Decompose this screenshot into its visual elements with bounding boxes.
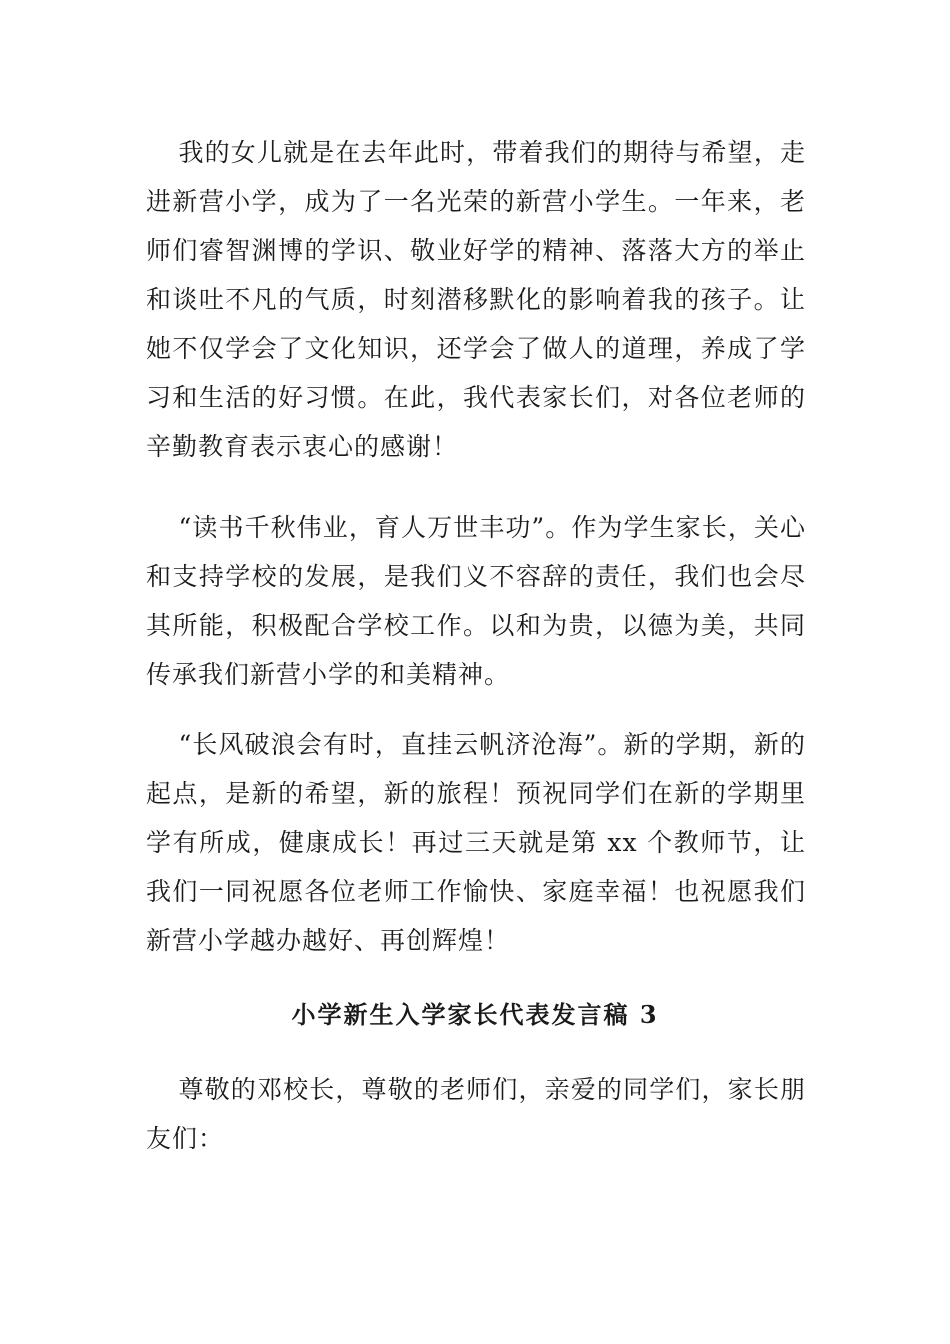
section-heading: 小学新生入学家长代表发言稿 3 — [291, 1000, 659, 1029]
body-paragraph: “读书千秋伟业，育人万世丰功”。作为学生家长，关心和支持学校的发展，是我们义不容辞的责任，我们也会尽其所能，积极配合学校工作。以和为贵，以德为美，共同传承我们新营小学的和美精神。 — [146, 513, 806, 689]
body-paragraph: 我的女儿就是在去年此时，带着我们的期待与希望，走进新营小学，成为了一名光荣的新营小学生。一年来，老师们睿智渊博的学识、敬业好学的精神、落落大方的举止和谈吐不凡的气质，时刻潜移默化的影响着我的孩子。让她不仅学会了文化知识，还学会了做人的道理，养成了学习和生活的好习惯。在此，我代表家长们，对各位老师的辛勤教育表示衷心的感谢！ — [146, 138, 806, 461]
body-paragraph: “长风破浪会有时，直挂云帆济沧海”。新的学期，新的起点，是新的希望，新的旅程！预祝同学们在新的学期里学有所成，健康成长！再过三天就是第 xx 个教师节，让我们一同祝愿各位老师工作愉快、家庭幸福！也祝愿我们新营小学越办越好、再创辉煌！ — [146, 730, 806, 955]
salutation-paragraph: 尊敬的邓校长，尊敬的老师们，亲爱的同学们，家长朋友们： — [146, 1075, 806, 1153]
